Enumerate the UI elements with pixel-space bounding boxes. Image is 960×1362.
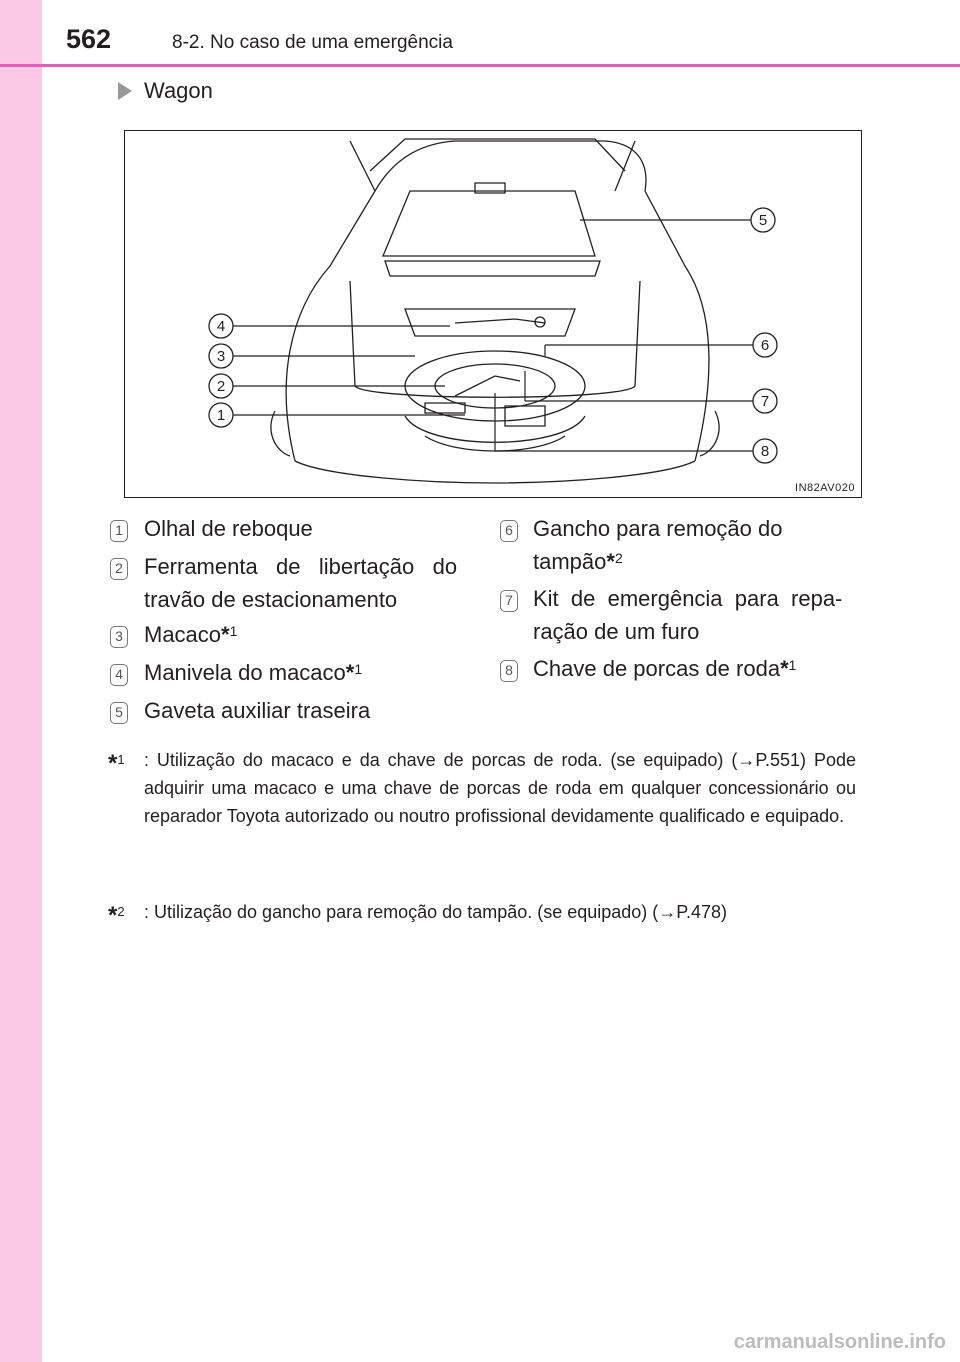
legend-number-5: 5	[110, 702, 128, 724]
variant-label: Wagon	[144, 78, 213, 103]
figure-code: IN82AV020	[795, 482, 855, 494]
variant-heading	[118, 78, 213, 104]
section-title: 8-2. No caso de uma emergência	[172, 32, 453, 53]
page-number: 562	[66, 24, 112, 54]
bullet-triangle-icon	[118, 82, 132, 100]
legend-item-4-sup: 1	[354, 661, 363, 677]
legend-item-2-line2: travão de estacionamento	[144, 587, 398, 612]
callout-4-label: 4	[216, 318, 226, 335]
callout-2-label: 2	[216, 378, 226, 395]
footnote-1	[108, 746, 856, 830]
callout-7-label: 7	[760, 393, 770, 410]
legend-item-3	[144, 618, 237, 652]
footnote-star: *	[780, 656, 789, 681]
legend-item-8-sup: 1	[788, 657, 797, 673]
legend-number-2: 2	[110, 558, 128, 580]
legend-item-5: Gaveta auxiliar traseira	[144, 698, 371, 723]
footnote-1-marker: *$^1$	[108, 750, 125, 777]
car-trunk-drawing	[125, 131, 861, 497]
legend-number-6: 6	[500, 520, 518, 542]
legend-number-4: 4	[110, 664, 128, 686]
footnote-star: *	[606, 549, 615, 574]
callout-6-label: 6	[760, 337, 770, 354]
page-margin-band	[0, 0, 42, 1362]
legend-item-3-text: Macaco	[144, 622, 222, 647]
legend-number-3: 3	[110, 626, 128, 648]
legend-item-6-sup: 2	[614, 550, 623, 566]
legend-item-6-line2	[533, 545, 623, 579]
legend-item-8	[533, 652, 796, 686]
footnote-2-marker: *$^2$	[108, 902, 125, 929]
legend-item-7-line2: ração de um furo	[533, 619, 700, 644]
footnote-star: *	[221, 622, 230, 647]
legend-number-8: 8	[500, 660, 518, 682]
legend-item-4-text: Manivela do macaco	[144, 660, 346, 685]
footnote-2	[108, 898, 856, 929]
callout-5-label: 5	[758, 212, 768, 229]
legend-item-1: Olhal de reboque	[144, 516, 313, 541]
trunk-illustration	[124, 130, 862, 498]
footnote-2-text: : Utilização do gancho para remoção do tampão. (se equipado) (→P.478)	[144, 902, 728, 922]
watermark: carmanualsonline.info	[733, 1331, 946, 1353]
callout-8-label: 8	[760, 443, 770, 460]
callout-1-label: 1	[216, 407, 226, 424]
legend-number-1: 1	[110, 520, 128, 542]
legend-item-7-line1: Kit de emergência para repa-	[533, 586, 843, 611]
legend-item-2-line1: Ferramenta de libertação do	[144, 554, 458, 579]
legend-item-6-line1: Gancho para remoção do	[533, 516, 783, 541]
legend-item-3-sup: 1	[229, 623, 238, 639]
footnote-1-text: : Utilização do macaco e da chave de porcas de roda. (se equipado) (→P.551) Pode adquirir uma macaco e uma chave de porcas de roda em qualquer concessionário ou reparador Toyota autorizado ou noutro profissional devidamente qualificado e equipado.	[144, 750, 856, 826]
legend-number-7: 7	[500, 590, 518, 612]
footnote-star: *	[345, 660, 355, 685]
legend-item-4	[144, 656, 362, 690]
legend-item-6-text: tampão	[533, 549, 607, 574]
header-rule	[0, 64, 960, 67]
legend-item-8-text: Chave de porcas de roda	[533, 656, 781, 681]
callout-3-label: 3	[216, 348, 226, 365]
